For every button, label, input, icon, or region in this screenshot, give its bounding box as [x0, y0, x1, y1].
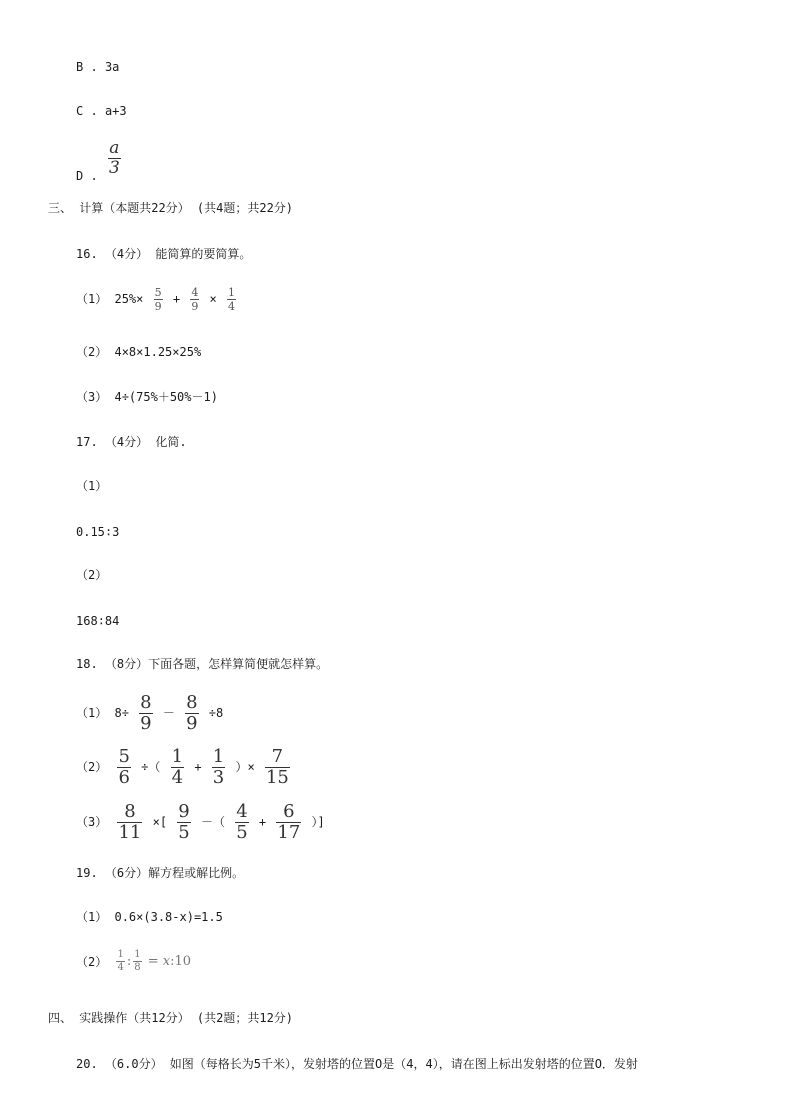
operator: +: [258, 815, 267, 829]
fraction-denominator: 9: [186, 713, 198, 734]
fraction-denominator: 5: [236, 822, 248, 843]
question-19-header: 19. （6分）解方程或解比例。: [76, 866, 245, 880]
value: 10: [174, 954, 192, 969]
option-c-label: C: [76, 104, 84, 118]
operator: －（: [200, 815, 225, 829]
fraction-numerator: 5: [154, 286, 162, 299]
question-16-part-1: [76, 287, 239, 312]
section-3-title: 三、 计算（本题共22分） (共4题；共22分): [48, 201, 294, 215]
fraction-7-15: [265, 748, 290, 787]
fraction-denominator: 4: [117, 962, 124, 973]
fraction-denominator: 9: [140, 713, 152, 734]
option-c: [76, 103, 127, 119]
operator: ×[: [152, 815, 168, 829]
fraction-denominator: 11: [118, 822, 142, 843]
fraction-denominator: 8: [134, 962, 141, 973]
fraction-4-9: [190, 287, 199, 312]
fraction-4-5: [235, 803, 248, 842]
question-17-part-1-label: （1）: [76, 479, 108, 493]
fraction-9-5: [177, 803, 190, 842]
fraction-numerator: a: [109, 138, 120, 158]
fraction-numerator: 7: [271, 746, 284, 767]
option-b: [76, 59, 119, 75]
question-17-part-2-expression: 168∶84: [76, 614, 120, 628]
fraction-denominator: 17: [277, 822, 301, 843]
question-16-header: 16. （4分） 能简算的要简算。: [76, 247, 252, 261]
fraction-denominator: 3: [212, 767, 225, 788]
expr-prefix: 8÷: [114, 706, 129, 720]
part-label: （3）: [76, 390, 108, 404]
question-18-part-2: [76, 748, 293, 787]
option-b-sep: .: [90, 60, 98, 74]
expr-suffix: ）]: [311, 815, 325, 829]
fraction-numerator: 1: [228, 286, 236, 299]
part-label: （1）: [76, 292, 108, 306]
fraction-numerator: 1: [171, 746, 184, 767]
question-16-part-2: [76, 344, 201, 360]
fraction-numerator: 1: [134, 949, 141, 960]
fraction-5-9: [154, 287, 163, 312]
part-label: （1）: [76, 910, 108, 924]
equation: 0.6×(3.8-x)=1.5: [114, 910, 223, 924]
expression: 4÷(75%＋50%－1): [114, 390, 218, 404]
option-c-sep: .: [90, 104, 98, 118]
colon: :: [170, 954, 175, 969]
fraction-denominator: 4: [228, 300, 236, 313]
question-17-part-2-label: （2）: [76, 568, 108, 582]
option-b-label: B: [76, 60, 84, 74]
fraction-denominator: 5: [178, 822, 190, 843]
fraction-denominator: 6: [118, 767, 130, 788]
section-4-title: 四、 实践操作（共12分） (共2题；共12分): [48, 1011, 294, 1025]
part-label: （2）: [76, 760, 108, 774]
question-16-part-3: [76, 389, 218, 405]
fraction-numerator: 4: [191, 286, 199, 299]
expr-suffix: ÷8: [208, 706, 224, 720]
operator: +: [194, 760, 202, 774]
fraction-numerator: 1: [117, 949, 124, 960]
fraction-numerator: 5: [118, 746, 130, 767]
part-label: （3）: [76, 815, 108, 829]
equals-sign: =: [147, 954, 159, 969]
fraction-denominator: 9: [154, 300, 162, 313]
question-19-part-2: [76, 950, 191, 973]
option-d-fraction: [108, 140, 121, 177]
fraction-1-3: [212, 748, 225, 787]
fraction-6-17: [276, 803, 301, 842]
operator: ÷（: [141, 760, 161, 774]
proportion-equation: [114, 950, 191, 973]
fraction-denominator: 9: [191, 300, 199, 313]
question-18-part-3: [76, 803, 325, 842]
part-label: （1）: [76, 706, 108, 720]
question-20-text: 20. （6.0分） 如图（每格长为5千米），发射塔的位置O是（4，4），请在图上标出发射塔的位置O．发射: [76, 1057, 638, 1071]
option-b-text: 3a: [104, 60, 120, 74]
fraction-numerator: 8: [186, 692, 198, 713]
expression: 4×8×1.25×25%: [114, 345, 202, 359]
fraction-8-11: [117, 803, 142, 842]
fraction-numerator: 6: [283, 801, 295, 822]
operator: +: [172, 292, 181, 306]
fraction-numerator: 8: [140, 692, 152, 713]
fraction-1-4: [116, 950, 124, 973]
part-label: （2）: [76, 955, 108, 969]
colon: :: [126, 954, 132, 969]
operator: ×: [209, 292, 217, 306]
part-label: （2）: [76, 345, 108, 359]
expr-prefix: 25%×: [114, 292, 144, 306]
fraction-denominator: 3: [108, 158, 120, 178]
question-17-header: 17. （4分） 化简.: [76, 435, 187, 449]
operator: －: [162, 706, 175, 720]
fraction-1-4: [171, 748, 184, 787]
option-d: [76, 140, 124, 183]
fraction-denominator: 4: [171, 767, 184, 788]
fraction-numerator: 1: [212, 746, 225, 767]
fraction-numerator: 4: [236, 801, 248, 822]
question-18-header: 18. （8分）下面各题，怎样算简便就怎样算。: [76, 657, 329, 671]
operator: ）×: [235, 760, 255, 774]
fraction-5-6: [117, 748, 130, 787]
fraction-denominator: 15: [265, 767, 289, 788]
option-c-text: a+3: [104, 104, 127, 118]
fraction-numerator: 9: [178, 801, 190, 822]
fraction-1-8: [133, 950, 141, 973]
fraction-numerator: 8: [124, 801, 136, 822]
fraction-1-4: [227, 287, 236, 312]
question-19-part-1: [76, 909, 223, 925]
question-17-part-1-expression: 0.15∶3: [76, 525, 120, 539]
option-d-label: D: [76, 169, 84, 183]
option-d-sep: .: [90, 169, 98, 183]
variable-x: x: [162, 954, 171, 969]
fraction-8-9: [139, 694, 152, 733]
question-18-part-1: [76, 694, 223, 733]
fraction-8-9: [185, 694, 198, 733]
